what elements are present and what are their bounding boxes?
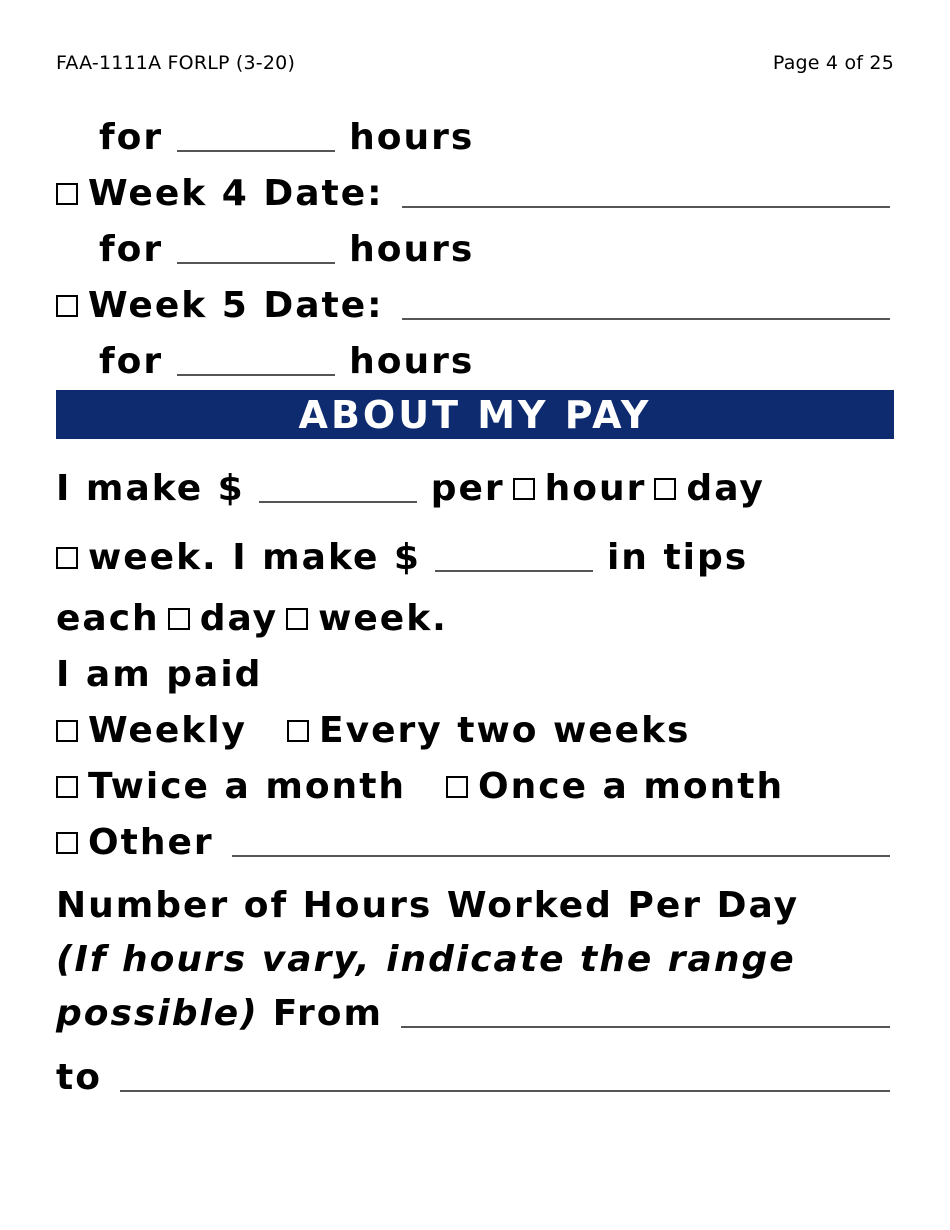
week4-checkbox[interactable]	[56, 183, 78, 205]
tips-week-label: week.	[318, 597, 448, 639]
hours-from-field[interactable]	[401, 1026, 890, 1028]
week5-label: Week 5 Date:	[88, 284, 384, 326]
hours-per-day-label: Number of Hours Worked Per Day	[56, 884, 800, 926]
page-number: Page 4 of 25	[772, 52, 894, 74]
every-two-weeks-checkbox[interactable]	[287, 720, 309, 742]
for-label: for	[99, 116, 164, 158]
week5-date-field[interactable]	[402, 318, 890, 320]
tips-day-label: day	[199, 597, 279, 639]
tips-amount-field[interactable]	[435, 570, 593, 572]
each-label: each	[56, 597, 160, 639]
week4-label: Week 4 Date:	[88, 172, 384, 214]
twice-a-month-label: Twice a month	[88, 765, 407, 807]
pay-amount-field[interactable]	[259, 501, 417, 503]
section-banner: ABOUT MY PAY	[56, 390, 894, 439]
week-period-label: week. I make $	[88, 536, 421, 578]
frequency-row-1	[56, 705, 890, 755]
from-label: From	[272, 992, 383, 1034]
once-a-month-label: Once a month	[478, 765, 785, 807]
hours-note-line1: (If hours vary, indicate the range	[56, 938, 796, 980]
per-label: per	[430, 467, 505, 509]
other-checkbox[interactable]	[56, 832, 78, 854]
twice-a-month-checkbox[interactable]	[56, 776, 78, 798]
week4-hours-field[interactable]	[177, 262, 335, 264]
hours-to-field[interactable]	[120, 1090, 890, 1092]
week4-row	[56, 168, 890, 218]
week3-hours-row	[56, 112, 890, 162]
form-id: FAA-1111A FORLP (3-20)	[56, 52, 296, 74]
hours-label: hours	[349, 340, 475, 382]
hours-label: hours	[349, 116, 475, 158]
hours-per-day-title	[56, 880, 890, 930]
week-checkbox[interactable]	[56, 547, 78, 569]
week5-row	[56, 280, 890, 330]
in-tips-label: in tips	[606, 536, 749, 578]
hours-note-row	[56, 934, 890, 984]
week5-hours-row	[56, 336, 890, 386]
i-make-label: I make $	[56, 467, 245, 509]
hours-from-row	[56, 988, 890, 1038]
tips-row	[56, 532, 890, 582]
other-label: Other	[88, 821, 214, 863]
frequency-other-row	[56, 817, 890, 867]
tips-period-row	[56, 593, 890, 643]
hours-label: hours	[349, 228, 475, 270]
week4-hours-row	[56, 224, 890, 274]
to-label: to	[56, 1056, 102, 1098]
hours-to-row	[56, 1052, 890, 1102]
day-label: day	[686, 467, 765, 509]
weekly-checkbox[interactable]	[56, 720, 78, 742]
week4-date-field[interactable]	[402, 206, 890, 208]
tips-day-checkbox[interactable]	[168, 608, 190, 630]
week3-hours-field[interactable]	[177, 150, 335, 152]
week5-checkbox[interactable]	[56, 295, 78, 317]
once-a-month-checkbox[interactable]	[446, 776, 468, 798]
tips-week-checkbox[interactable]	[286, 608, 308, 630]
pay-rate-row	[56, 463, 890, 513]
hours-note-line2: possible)	[56, 992, 259, 1034]
hour-checkbox[interactable]	[513, 478, 535, 500]
for-label: for	[99, 340, 164, 382]
i-am-paid-label: I am paid	[56, 653, 263, 695]
i-am-paid-row	[56, 649, 890, 699]
frequency-row-2	[56, 761, 890, 811]
weekly-label: Weekly	[88, 709, 248, 751]
every-two-weeks-label: Every two weeks	[319, 709, 691, 751]
other-field[interactable]	[232, 855, 890, 857]
hour-label: hour	[544, 467, 647, 509]
day-checkbox[interactable]	[654, 478, 676, 500]
for-label: for	[99, 228, 164, 270]
week5-hours-field[interactable]	[177, 374, 335, 376]
